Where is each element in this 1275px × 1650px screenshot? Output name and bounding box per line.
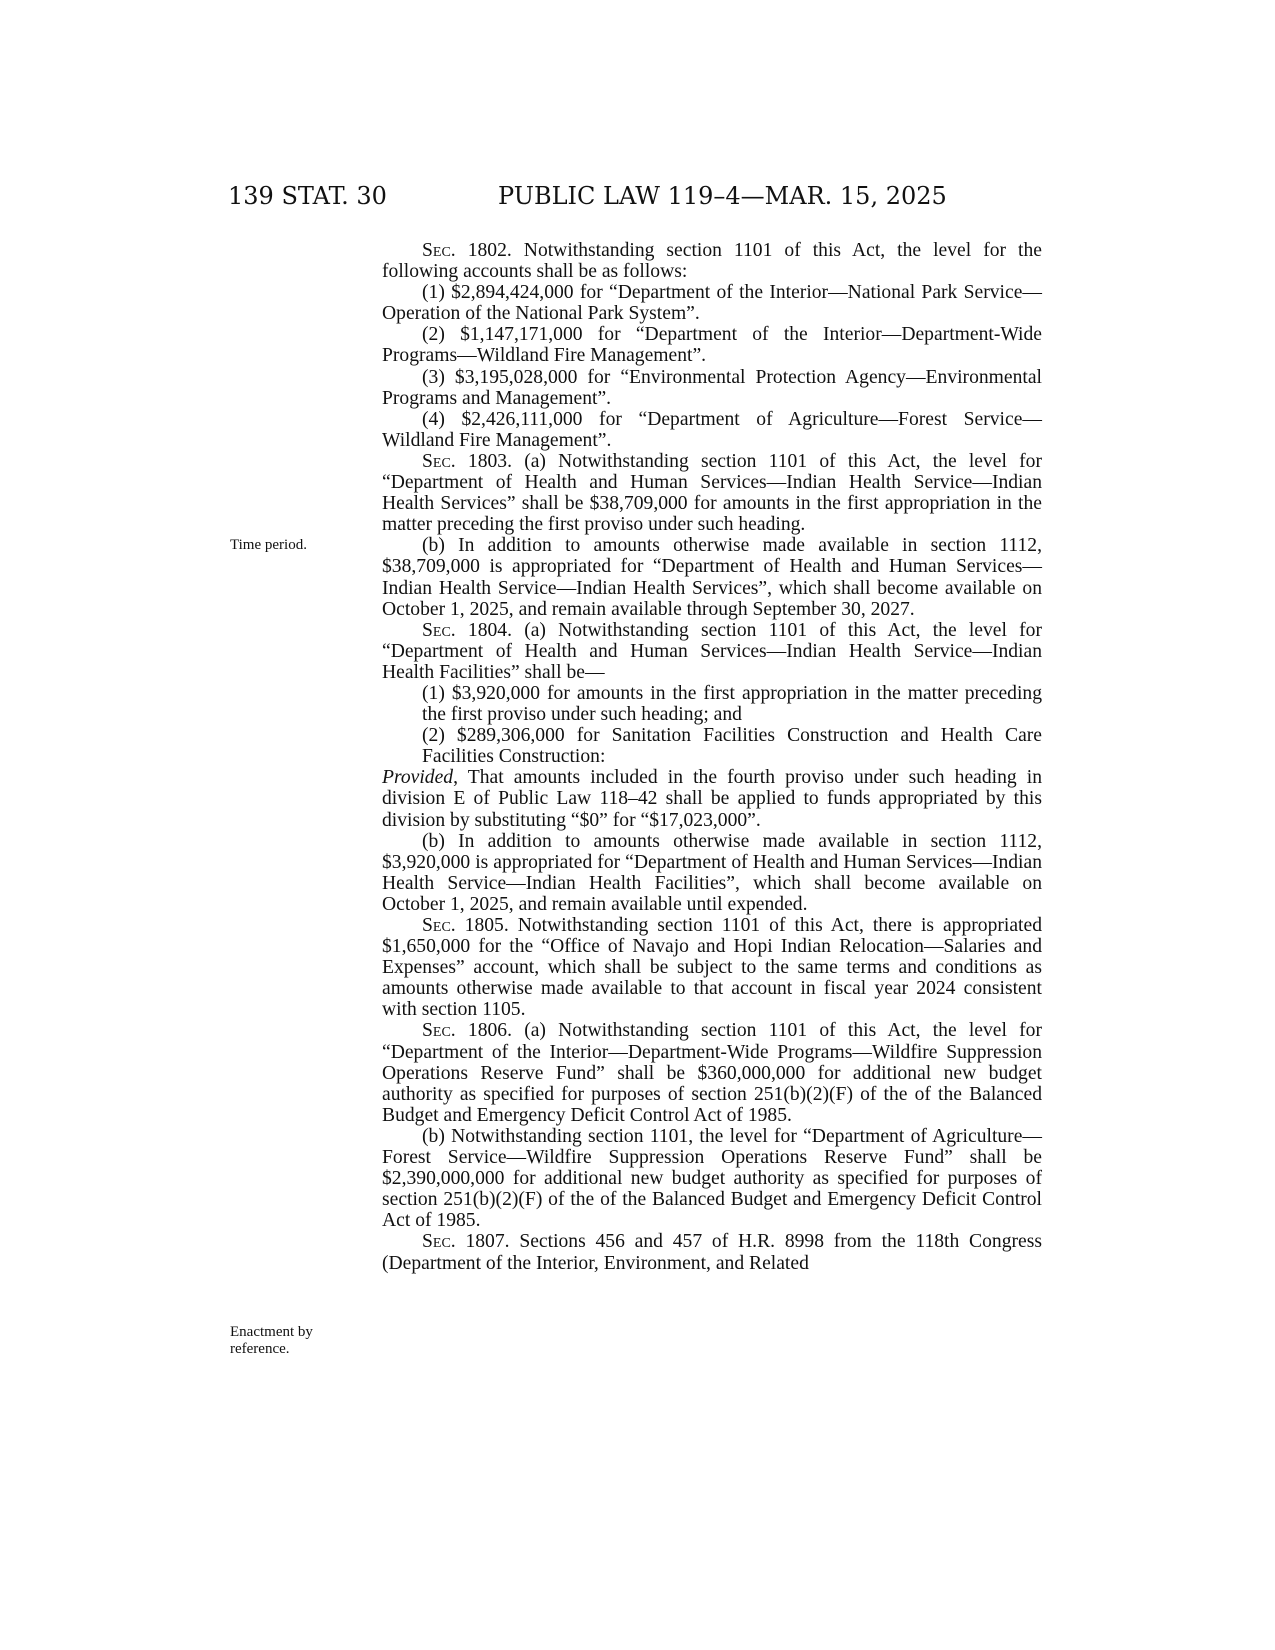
section-1803-a-text: 1803. (a) Notwithstanding section 1101 of this Act, the level for “Department of Health and Human Services—Indian Health Service—Indian Health Services” shall be $38,709,000 for amounts in the first appropriation in the matter preceding the first proviso under such heading. [382, 450, 1042, 536]
section-1804-item-1: (1) $3,920,000 for amounts in the first appropriation in the matter preceding the first proviso under such heading; and [422, 682, 1042, 726]
section-1804-a [382, 620, 1042, 683]
section-label: Sec. [422, 1231, 456, 1253]
section-1804-proviso-text: , That amounts included in the fourth proviso under such heading in division E of Public Law 118–42 shall be applied to funds appropriated by this division by substituting “$0” for “$17,023,000”. [382, 767, 1042, 831]
section-1802-item-2: (2) $1,147,171,000 for “Department of the Interior—Department-Wide Programs—Wildland Fire Management”. [382, 324, 1042, 367]
section-1802-intro [382, 240, 1042, 282]
section-1804-item-2: (2) $289,306,000 for Sanitation Facilities Construction and Health Care Facilities Construction: [422, 725, 1042, 768]
section-1806-b: (b) Notwithstanding section 1101, the level for “Department of Agriculture—Forest Service—Wildfire Suppression Operations Reserve Fund” shall be $2,390,000,000 for additional new budget authority as specified for purposes of section 251(b)(2)(F) of the of the Balanced Budget and Emergency Deficit Control Act of 1985. [382, 1125, 1042, 1232]
margin-note-time-period-text: Time period. [230, 537, 307, 553]
stat-page-number: 139 STAT. 30 [228, 182, 387, 210]
section-1804-a-text: 1804. (a) Notwithstanding section 1101 of this Act, the level for “Department of Health and Human Services—Indian Health Service—Indian Health Facilities” shall be— [382, 619, 1042, 683]
section-label: Sec. [422, 1020, 456, 1042]
section-1802-item-1: (1) $2,894,424,000 for “Department of the Interior—National Park Service—Operation of the National Park System”. [382, 282, 1042, 325]
section-1807-text: 1807. Sections 456 and 457 of H.R. 8998 from the 118th Congress (Department of the Interior, Environment, and Related [382, 1231, 1042, 1274]
margin-note-enactment-line2: reference. [230, 1341, 290, 1357]
section-1806-a [382, 1020, 1042, 1125]
section-1802-text: 1802. Notwithstanding section 1101 of this Act, the level for the following accounts shall be as follows: [382, 240, 1042, 283]
section-label: Sec. [422, 619, 456, 641]
section-1802-item-4: (4) $2,426,111,000 for “Department of Agriculture—Forest Service—Wildland Fire Management”. [382, 408, 1042, 451]
statute-body [382, 240, 1042, 1274]
running-head: PUBLIC LAW 119–4—MAR. 15, 2025 [498, 182, 947, 210]
section-1804-proviso [382, 767, 1042, 830]
margin-note-enactment-line1: Enactment by [230, 1324, 313, 1340]
section-label: Sec. [422, 240, 456, 261]
page-header [228, 180, 1038, 212]
section-label: Sec. [422, 450, 456, 472]
section-1803-a [382, 451, 1042, 535]
section-1803-b: (b) In addition to amounts otherwise made available in section 1112, $38,709,000 is appropriated for “Department of Health and Human Services—Indian Health Service—Indian Health Services”, which shall become available on October 1, 2025, and remain available through September 30, 2027. [382, 535, 1042, 620]
margin-note-time-period [230, 537, 307, 554]
section-1807 [382, 1231, 1042, 1273]
section-1805 [382, 915, 1042, 1020]
section-1802-item-3: (3) $3,195,028,000 for “Environmental Protection Agency—Environmental Programs and Management”. [382, 366, 1042, 409]
margin-note-enactment [230, 1324, 313, 1358]
section-1804-b: (b) In addition to amounts otherwise made available in section 1112, $3,920,000 is appropriated for “Department of Health and Human Services—Indian Health Service—Indian Health Facilities”, which shall become available on October 1, 2025, and remain available until expended. [382, 830, 1042, 915]
section-1806-a-text: 1806. (a) Notwithstanding section 1101 of this Act, the level for “Department of the Interior—Department-Wide Programs—Wildfire Suppression Operations Reserve Fund” shall be $360,000,000 for additional new budget authority as specified for purposes of section 251(b)(2)(F) of the of the Balanced Budget and Emergency Deficit Control Act of 1985. [382, 1020, 1042, 1126]
section-1805-text: 1805. Notwithstanding section 1101 of this Act, there is appropriated $1,650,000 for the “Office of Navajo and Hopi Indian Relocation—Salaries and Expenses” account, which shall be subject to the same terms and conditions as amounts otherwise made available to that account in fiscal year 2024 consistent with section 1105. [382, 915, 1042, 1021]
section-label: Sec. [422, 915, 456, 936]
provided-label: Provided [382, 767, 454, 789]
